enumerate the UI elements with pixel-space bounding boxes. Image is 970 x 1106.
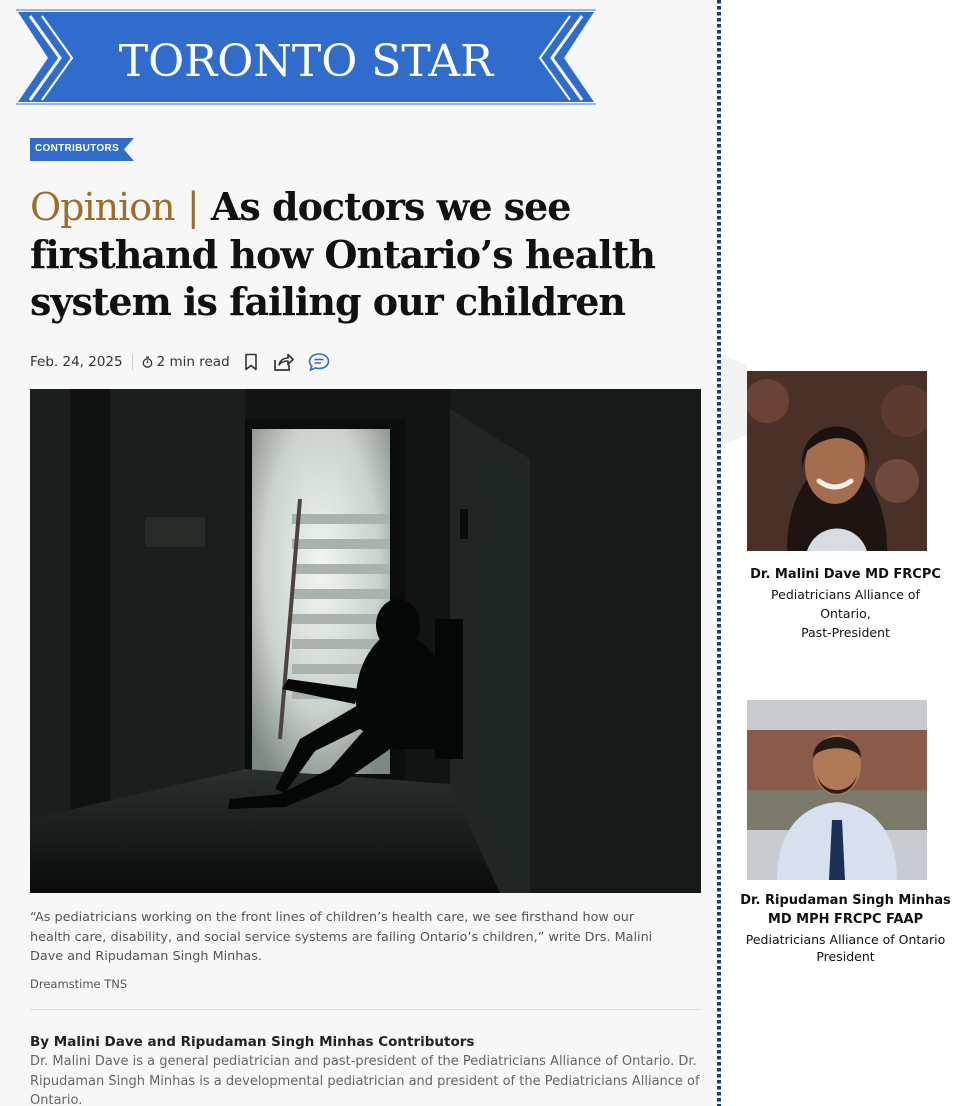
meta-separator <box>132 354 133 370</box>
image-caption: “As pediatricians working on the front lines of children’s health care, we see firsthand how our health care, disability, and social service systems are failing Ontario’s children,” write Drs. Malini Dave and Ripudaman Singh Minhas. <box>30 910 653 964</box>
image-credit: Dreamstime TNS <box>30 977 128 991</box>
author-2-name-line-2: MD MPH FRCPC FAAP <box>767 912 924 927</box>
section-tag[interactable] <box>30 138 134 161</box>
read-time-label: 2 min read <box>156 354 230 370</box>
section-divider <box>30 1009 701 1010</box>
portrait-illustration <box>747 700 927 880</box>
author-1-role-line-2: Ontario, <box>820 606 871 621</box>
author-2-role-line-1: Pediatricians Alliance of Ontario <box>745 932 946 947</box>
comments-icon[interactable] <box>308 352 330 372</box>
author-1-role-line-1: Pediatricians Alliance of <box>771 587 920 602</box>
headline <box>30 183 690 325</box>
author-1-role-line-3: Past-President <box>801 625 890 640</box>
portrait-illustration <box>747 371 927 551</box>
author-2-role-line-2: President <box>816 949 875 964</box>
share-icon[interactable] <box>272 352 294 372</box>
author-photo-ripudaman-minhas <box>747 700 927 880</box>
author-sidebar <box>721 0 970 1106</box>
read-time <box>142 354 230 370</box>
author-bio: Dr. Malini Dave is a general pediatrician and past-president of the Pediatricians Alliance of Ontario. Dr. Ripudaman Singh Minhas is a developmental pediatrician and president of the Pediatricians Alliance of Ontario. <box>30 1054 700 1106</box>
author-1-name: Dr. Malini Dave MD FRCPC <box>750 567 941 582</box>
byline: By Malini Dave and Ripudaman Singh Minhas Contributors <box>30 1034 475 1050</box>
section-tag-label: CONTRIBUTORS <box>35 143 119 154</box>
publish-date: Feb. 24, 2025 <box>30 354 123 370</box>
bookmark-icon[interactable] <box>244 353 258 371</box>
masthead-logo[interactable] <box>16 8 596 106</box>
author-photo-malini-dave <box>747 371 927 551</box>
masthead-title: TORONTO STAR <box>118 36 494 87</box>
headline-text: As doctors we see firsthand how Ontario’s health system is failing our children <box>30 184 655 324</box>
headline-kicker: Opinion <box>30 185 175 229</box>
author-2-name-line-1: Dr. Ripudaman Singh Minhas <box>740 893 951 908</box>
hero-image[interactable] <box>30 389 701 893</box>
headline-separator: | <box>186 185 199 229</box>
article-meta <box>30 350 330 374</box>
hero-photo-silhouette <box>30 389 701 893</box>
timer-icon <box>142 356 153 368</box>
